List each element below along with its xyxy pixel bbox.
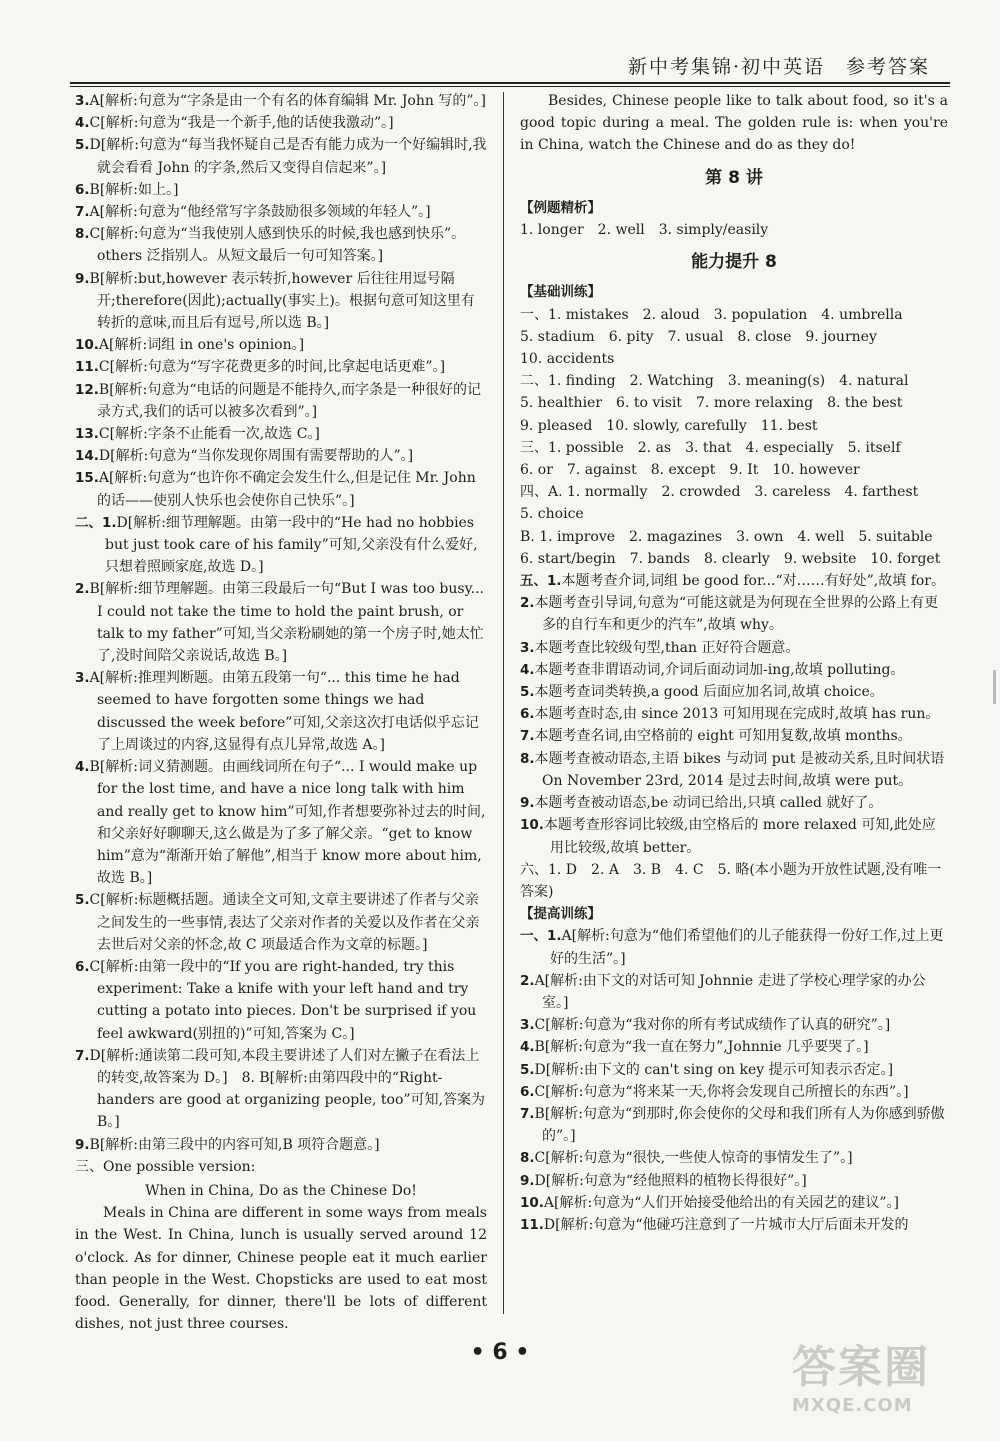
basic-row: 6. start/begin 7. bands 8. clearly 9. website 10. forget: [520, 550, 941, 567]
answer-item: 3.C[解析:句意为“我对你的所有考试成绩作了认真的研究”。]: [520, 1017, 891, 1034]
answer-item: 4.C[解析:句意为“我是一个新手,他的话使我激动”。]: [75, 115, 394, 132]
answer-item: 9.B[解析:but,however 表示转折,however 后往往用逗号隔开;therefore(因此);actually(事实上)。根据句意可知这里有转折的意味,而且后有逗号,所以选 B。]: [75, 270, 475, 332]
answer-item: 9.B[解析:由第三段中的内容可知,B 项符合题意。]: [75, 1136, 380, 1153]
answer-item: 3.A[解析:句意为“字条是由一个有名的体育编辑 Mr. John 写的”。]: [75, 93, 486, 109]
answer-item: 14.D[解析:句意为“当你发现你周围有需要帮助的人”。]: [75, 448, 414, 465]
essay-title: When in China, Do as the Chinese Do!: [145, 1182, 417, 1199]
answer-item: 6.C[解析:由第一段中的“If you are right-handed, try this experiment: Take a knife with your left hand and try cutting a potato into pieces. Don't be surprised if you feel awkward(别扭的)”可知,答案为 C。]: [75, 958, 477, 1042]
answer-item: 4.B[解析:词义猜测题。由画线词所在句子“... I would make up for the lost time, and have a nice long talk with him and really get to know him”可知,作者想要弥补过去的时间,和父亲好好聊聊天,这么做是为了多了解父亲。“get to know him”意为“渐渐开始了解他”,相当于 know more about him,故选 B。]: [75, 759, 486, 887]
basic-row: 三、1. possible 2. as 3. that 4. especially 5. itself: [520, 439, 901, 456]
watermark-site-text: MXQE.COM: [792, 1395, 913, 1416]
header-rule-thin: [70, 86, 950, 87]
ability-title: 能力提升 8: [691, 252, 777, 273]
answer-item: 11.D[解析:句意为“他碰巧注意到了一片城市大厅后面未开发的: [520, 1216, 909, 1233]
basic-row: 5. healthier 6. to visit 7. more relaxing 8. the best: [520, 395, 903, 412]
basic-row: 5. stadium 6. pity 7. usual 8. close 9. journey: [520, 328, 877, 345]
basic-row: 一、1. mistakes 2. aloud 3. population 4. umbrella: [520, 306, 903, 323]
basic-row: 5. choice: [520, 506, 584, 523]
answer-item: 2.A[解析:由下文的对话可知 Johnnie 走进了学校心理学家的办公室。]: [520, 972, 926, 1011]
column-divider: [503, 92, 504, 1314]
explanation-item: 7.本题考查名词,由空格前的 eight 可知用复数,故填 months。: [520, 728, 912, 745]
answer-item: 二、1.D[解析:细节理解题。由第一段中的“He had no hobbies but just took care of his family”可知,父亲没有什么爱好,只想着照顾家庭,故选 D。]: [75, 514, 478, 576]
basic-row: B. 1. improve 2. magazines 3. own 4. well 5. suitable: [520, 528, 933, 545]
explanation-item: 5.本题考查词类转换,a good 后面应加名词,故填 choice。: [520, 684, 884, 701]
answer-item: 4.B[解析:句意为“我一直在努力”,Johnnie 几乎要哭了。]: [520, 1039, 869, 1056]
answer-item: 15.A[解析:句意为“也许你不确定会发生什么,但是记住 Mr. John 的话——使别人快乐也会使你自己快乐”。]: [75, 470, 476, 509]
left-column: [75, 90, 487, 1335]
answer-item: 7.A[解析:句意为“他经常写字条鼓励很多领域的年轻人”。]: [75, 204, 431, 221]
answer-item: 12.B[解析:句意为“电话的问题是不能持久,而字条是一种很好的记录方式,我们的话可以被多次看到”。]: [75, 381, 481, 420]
answer-item: 10.A[解析:词组 in one's opinion。]: [75, 337, 305, 354]
watermark-logo: [792, 1331, 972, 1416]
answer-item: 一、1.A[解析:句意为“他们希望他们的儿子能获得一份好工作,过上更好的生活”。]: [520, 928, 944, 967]
answer-item: 7.B[解析:句意为“到那时,你会使你的父母和我们所有人为你感到骄傲的”。]: [520, 1105, 945, 1145]
header-rule: [70, 82, 950, 84]
answer-item: 6.C[解析:句意为“将来某一天,你将会发现自己所擅长的东西”。]: [520, 1083, 909, 1100]
explanation-item: 8.本题考查被动语态,主语 bikes 与动词 put 是被动关系,且时间状语 On November 23rd, 2014 是过去时间,故填 were put。: [520, 750, 945, 789]
answer-item: 10.A[解析:句意为“人们开始接受他给出的有关园艺的建议”。]: [520, 1194, 899, 1211]
explanation-item: 五、1.本题考查介词,词组 be good for...“对……有好处”,故填 for。: [520, 573, 945, 590]
essay-paragraph-continued: Besides, Chinese people like to talk about food, so it's a good topic during a meal. The golden rule is: when you're in China, watch the Chinese and do as they do!: [520, 93, 948, 154]
basic-row: 6. or 7. against 8. except 9. It 10. however: [520, 462, 860, 479]
running-header: 新中考集锦·初中英语 参考答案: [627, 56, 930, 78]
basic-row: 10. accidents: [520, 351, 615, 368]
answer-item: 7.D[解析:通读第二段可知,本段主要讲述了人们对左撇子在看法上的转变,故答案为 D。] 8. B[解析:由第四段中的“Right-handers are good at organizing people, too”可知,答案为 B。]: [75, 1047, 485, 1131]
answer-item: 11.C[解析:句意为“写字花费更多的时间,比拿起电话更难”。]: [75, 359, 446, 376]
answer-item: 5.D[解析:由下文的 can't sing on key 提示可知表示否定。]: [520, 1061, 894, 1078]
answer-item: 9.D[解析:句意为“经他照料的植物长得很好”。]: [520, 1172, 807, 1189]
essay-label: 三、One possible version:: [75, 1158, 256, 1175]
answer-item: 8.C[解析:句意为“当我使别人感到快乐的时候,我也感到快乐”。others 泛指别人。从短文最后一句可知答案。]: [75, 226, 466, 265]
advanced-heading: 【提高训练】: [520, 906, 601, 923]
scan-artifact: [993, 670, 996, 704]
essay-paragraph: Meals in China are different in some ways from meals in the West. In China, lunch is usually served around 12 o'clock. As for dinner, Chinese people eat it much earlier than people in the West. Chopsticks are used to eat most food. Generally, for dinner, there'll be lots of different dishes, not just three courses.: [75, 1205, 487, 1333]
explanation-item: 9.本题考查被动语态,be 动词已给出,只填 called 就好了。: [520, 795, 883, 812]
explanation-item: 10.本题考查形容词比较级,由空格后的 more relaxed 可知,此处应用比较级,故填 better。: [520, 817, 936, 856]
answer-item: 6.B[解析:如上。]: [75, 181, 179, 198]
example-answers: 1. longer 2. well 3. simply/easily: [520, 222, 769, 239]
page-number: • 6 •: [470, 1340, 530, 1365]
basic-row: 二、1. finding 2. Watching 3. meaning(s) 4. natural: [520, 373, 909, 390]
six-answers: 六、1. D 2. A 3. B 4. C 5. 略(本小题为开放性试题,没有唯一答案): [520, 861, 942, 900]
explanation-item: 4.本题考查非谓语动词,介词后面动词加-ing,故填 polluting。: [520, 661, 905, 678]
explanation-item: 6.本题考查时态,由 since 2013 可知用现在完成时,故填 has run。: [520, 706, 940, 723]
answer-item: 13.C[解析:字条不止能看一次,故选 C。]: [75, 426, 320, 443]
answer-item: 5.D[解析:句意为“每当我怀疑自己是否有能力成为一个好编辑时,我就会看看 John 的字条,然后又变得自信起来”。]: [75, 137, 487, 176]
explanation-item: 3.本题考查比较级句型,than 正好符合题意。: [520, 639, 800, 656]
basic-heading: 【基础训练】: [520, 284, 601, 301]
lesson-title: 第 8 讲: [705, 167, 763, 188]
answer-item: 2.B[解析:细节理解题。由第三段最后一句“But I was too busy... I could not take the time to hold the paint brush, or talk to my father”可知,当父亲粉刷她的第一个房子时,她太忙了,没时间陪父亲说话,故选 B。]: [75, 581, 484, 665]
answer-item: 5.C[解析:标题概括题。通读全文可知,文章主要讲述了作者与父亲之间发生的一些事情,表达了父亲对作者的关爱以及作者在父亲去世后对父亲的怀念,故 C 项最适合作为文章的标题。]: [75, 892, 480, 953]
basic-row: 四、A. 1. normally 2. crowded 3. careless 4. farthest: [520, 484, 919, 501]
basic-row: 9. pleased 10. slowly, carefully 11. best: [520, 417, 818, 434]
answer-item: 8.C[解析:句意为“很快,一些使人惊奇的事情发生了”。]: [520, 1150, 853, 1167]
example-heading: 【例题精析】: [520, 199, 601, 216]
answer-item: 3.A[解析:推理判断题。由第五段第一句“... this time he had seemed to have forgotten some things we had discussed the week before”可知,父亲这次打电话似乎忘记了上周谈过的内容,这显得有点儿异常,故选 A。]: [75, 670, 479, 753]
right-column: [520, 90, 948, 1236]
watermark-logo-text: 答案圈: [792, 1342, 930, 1393]
explanation-item: 2.本题考查引导词,句意为“可能这就是为何现在全世界的公路上有更多的自行车和更少的汽车”,故填 why。: [520, 595, 939, 634]
